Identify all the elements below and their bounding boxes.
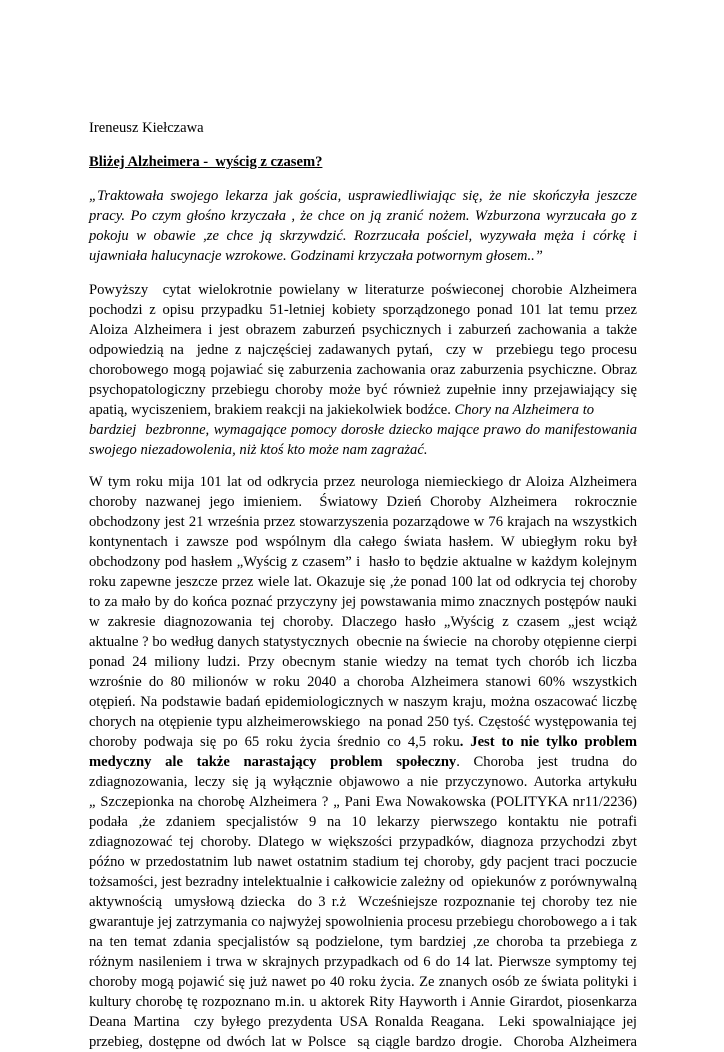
quote-line: ujawniała halucynacje wzrokowe. Godzinami krzyczała potwornym głosem..” xyxy=(89,248,543,264)
text-line: przebieg, dostępne od dwóch lat w Polsce są ciągle bardzo drogie. Choroba Alzheimera xyxy=(89,1034,637,1050)
article-title: Bliżej Alzheimera - wyścig z czasem? xyxy=(89,154,323,170)
text-line: „ Szczepionka na chorobę Alzheimera ? „ Pani Ewa Nowakowska (POLITYKA nr11/2236) xyxy=(89,794,637,810)
bold-span: medyczny ale także narastający problem społeczny xyxy=(89,754,457,770)
text-line: w zakresie diagnozowania tej choroby. Dlaczego hasło „Wyścig z czasem „jest wciąż xyxy=(89,614,637,630)
text-line: późno w przedostatnim lub nawet ostatnim stadium tej choroby, gdy pacjent traci poczucie xyxy=(89,854,637,870)
quote-line: „Traktowała swojego lekarza jak gościa, usprawiedliwiając się, że nie skończyła jeszcze xyxy=(89,188,637,204)
text-line: otępień. Na podstawie badań epidemiologicznych w naszym kraju, można oszacować liczbę xyxy=(89,694,637,710)
text-line: ponad 24 miliony ludzi. Przy obecnym stanie wiedzy na temat tych chorób ich liczba xyxy=(89,654,637,670)
text-line: bardziej bezbronne, wymagające pomocy dorosłe dziecko mające prawo do manifestowania xyxy=(89,422,637,438)
text-span: . Choroba jest trudna do xyxy=(456,754,637,770)
text-line: choroby nazwanej jego imieniem. Światowy Dzień Choroby Alzheimera rokrocznie xyxy=(89,494,637,510)
text-line: psychopatologiczny przebiegu choroby może być również zupełnie inny przejawiający się xyxy=(89,382,637,398)
author-name: Ireneusz Kiełczawa xyxy=(89,120,204,136)
text-span: choroby podwaja się po 65 roku życia średnio co 4,5 roku xyxy=(89,734,460,750)
text-line: zdiagnozowania, leczy się ją wyłącznie objawowo a nie przyczynowo. Autorka artykułu xyxy=(89,774,637,790)
text-line: Powyższy cytat wielokrotnie powielany w literaturze poświeconej chorobie Alzheimera xyxy=(89,282,637,298)
text-line: chorobowego mogą pojawiać się zaburzenia zachowania oraz zaburzenia psychiczne. Obraz xyxy=(89,362,637,378)
text-line: kultury chorobę tę rozpoznano m.in. u aktorek Rity Hayworth i Annie Girardot, piosenkarza xyxy=(89,994,637,1010)
text-line: roku zapewne jeszcze przez wiele lat. Okazuje się ,że ponad 100 lat od odkrycia tej choroby xyxy=(89,574,637,590)
text-span: apatią, wyciszeniem, brakiem reakcji na jakiekolwiek bodźce. xyxy=(89,402,455,418)
text-line: gwarantuje jej zatrzymania co najwyżej spowolnienia procesu przebiegu chorobowego a i tak xyxy=(89,914,637,930)
text-line: kontynentach i zawsze pod wspólnym dla całego świata hasłem. W ubiegłym roku był xyxy=(89,534,637,550)
text-line: odpowiedzią na jedne z najczęściej zadawanych pytań, czy w przebiegu tego procesu xyxy=(89,342,637,358)
text-line xyxy=(89,400,594,420)
text-line: Aloiza Alzheimera i jest obrazem zaburzeń psychicznych i zaburzeń zachowania a także xyxy=(89,322,637,338)
text-line xyxy=(89,752,637,772)
quote-line: pokoju w obawie ,ze chce ją skrzywdzić. Rozrzucała pościel, wyzywała męża i córkę i xyxy=(89,228,637,244)
quote-line: pracy. Po czym głośno krzyczała , że chce on ją zranić nożem. Wzburzona wyrzucała go z xyxy=(89,208,637,224)
italic-span: Chory na Alzheimera to xyxy=(454,402,595,418)
text-line: różnym nasileniem i trwa w skrajnych przypadkach od 6 do 14 lat. Pierwsze symptomy tej xyxy=(89,954,637,970)
text-line xyxy=(89,732,637,752)
text-line: aktywnością umysłową dziecka do 3 r.ż Wcześniejsze rozpoznanie tej choroby tez nie xyxy=(89,894,637,910)
text-line: W tym roku mija 101 lat od odkrycia przez neurologa niemieckiego dr Aloiza Alzheimera xyxy=(89,474,637,490)
text-line: zdiagnozować tej choroby. Dlatego w większości przypadków, diagnoza przychodzi zbyt xyxy=(89,834,637,850)
text-line: wzrośnie do 80 milionów w roku 2040 a choroba Alzheimera stanowi 60% wszystkich xyxy=(89,674,637,690)
text-line: to za mało by do końca poznać przyczyny jej powstawania mimo znacznych postępów nauki xyxy=(89,594,637,610)
bold-span: . Jest to nie tylko problem xyxy=(459,734,637,750)
text-line: podała ,że zdaniem specjalistów 9 na 10 lekarzy pierwszego kontaktu nie potrafi xyxy=(89,814,637,830)
text-line: choroby mogą pojawić się już nawet po 40 roku życia. Ze znanych osób ze świata polityki i xyxy=(89,974,637,990)
text-line: pochodzi z opisu przypadku 51-letniej kobiety sporządzonego ponad 101 lat temu przez xyxy=(89,302,637,318)
text-line: obchodzony jest 21 września przez stowarzyszenia pozarządowe w 76 krajach na wszystkich xyxy=(89,514,637,530)
text-line: aktualne ? bo według danych statystycznych obecnie na świecie na choroby otępienne cierpi xyxy=(89,634,637,650)
text-line: obchodzony pod hasłem „Wyścig z czasem” i hasło to będzie aktualne w każdym kolejnym xyxy=(89,554,637,570)
text-line: Deana Martina czy byłego prezydenta USA Ronalda Reagana. Leki spowalniające jej xyxy=(89,1014,637,1030)
text-line: swojego niezadowolenia, niż ktoś kto może nam zagrażać. xyxy=(89,442,428,458)
text-line: chorych na otępienie typu alzheimerowskiego na ponad 250 tyś. Częstość występowania tej xyxy=(89,714,637,730)
text-line: tożsamości, jest bezradny intelektualnie i całkowicie zależny od opiekunów z porównywalną xyxy=(89,874,637,890)
text-line: na ten temat zdania specjalistów są podzielone, tym bardziej ,ze choroba ta przebiega z xyxy=(89,934,637,950)
